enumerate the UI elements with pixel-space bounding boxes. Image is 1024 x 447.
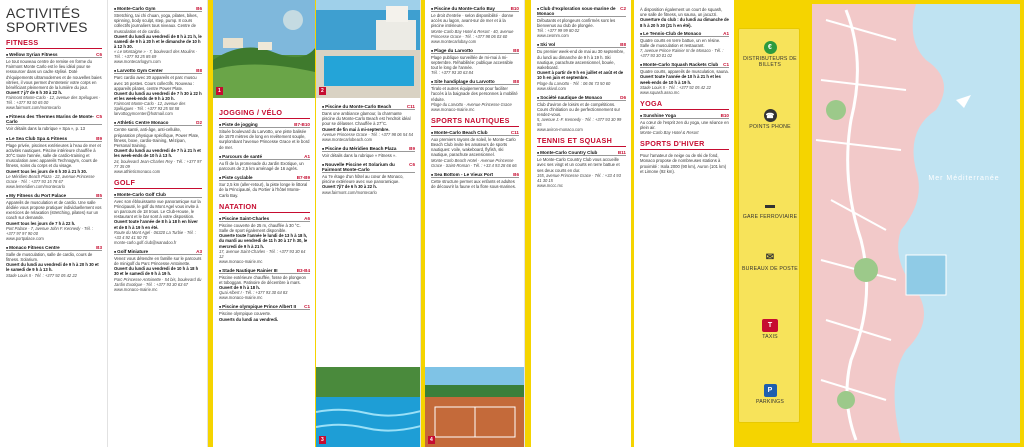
list-item: ■ Plage du Larvotto B8 Plage publique surveillée de mi-mai à mi-septembre. Réhabilitée: publique accessible tout le long de l'année. Tél. : +377 93 30 63 84: [431, 48, 519, 76]
section-sports-nautiques: SPORTS NAUTIQUES: [431, 116, 519, 127]
list-item: ■ Monte-Carlo Squash Rackets Club C1 Quatre courts, appareils de musculation, sauna. Ouvert toute l'année de 10 h à 21 h et les week-ends de 10 h à 19 h. Stade Louis II · Tél. : +377 92 05 42 22 www.squash.asso.mc: [640, 62, 729, 95]
section-sports-hiver: SPORTS D'HIVER: [640, 139, 729, 150]
list-item: ■ Le Tennis-Club de Monaco A1 Quatre courts en terre battue, un en résine. Salle de musculation et restaurant. 7, avenue Prince Rainier III de Monaco · Tél. : +377 93 30 01 02: [640, 31, 729, 58]
legend-item-poste: ✉ BUREAUX DE POSTE: [742, 252, 798, 272]
legend-item-distributeurs: € DISTRIBUTEURS DE BILLETS: [739, 41, 801, 68]
photo-number: 3: [321, 437, 324, 443]
section-fitness: FITNESS: [6, 38, 102, 49]
list-item: ■ Athletic Centre Monaco D2 Centre santé, anti-âge, anti-cellulite, préparation physique spécifique, Power Plate, fitness, boxe, cardio-training, Mézipan, Personal training. Ouvert du lundi au vendredi de 7 h à 21 h et les week-ends de 10 h à 13 h. 24, boulevard Jean-Charles Rey · Tél. : +377 97 77 35 09 www.athleticmonaco.com: [114, 120, 202, 173]
list-item: ■ Golf Miniature A3 Venez vous détendre en famille sur le parcours de minigolf du Parc Princesse Antoinette. Ouvert du lundi au vendredi de 10 h à 18 h 30 et le samedi de 9 h à 19 h. Parc Princesse Antoinette · 54 bis, boulevard du Jardin Exotique · Tél. : +377 93 30 63 67 www.monaco-mairie.mc: [114, 249, 202, 292]
list-item: ■ Monte-Carlo Golf Club Avec son éblouissante vue panoramique sur la Principauté, le golf du Mont Agel vous invite à un parcours de 18 trous. Le Club-House, le restaurant et le bar sont à votre disposition. Ouvert toute l'année de 8 h à 18 h en hiver et de 8 h à 19 h en été. Route du Mont Agel · 06320 La Turbie · Tél. : +33 4 92 41 50 70 monte-carlo.golf.club@wanadoo.fr: [114, 192, 202, 245]
ski-text: Pour l'amateur de neige ou de ski de fond, Monaco propose de nombreuses stations à proximité : Isola 2000 (90 km), Auron (101 km) et Limone (92 km).: [640, 153, 727, 174]
map-port: [906, 255, 946, 295]
map-sea-label: Mer Méditerranée: [928, 175, 1000, 182]
list-item: ■ Site handiplage du Larvotto B8 Tiralo et autres équipements pour faciliter l'accès à la baignade des personnes à mobilité réduite. Plage du Larvotto · Avenue Princesse Grace www.monaco-mairie.mc: [431, 79, 519, 112]
column-fitness: [0, 0, 108, 447]
list-item: ■ Nouvelle Piscine et Solarium du Fairmont Monte-Carlo C6 Au 7e étage d'un hôtel au cœur de Monaco, piscine extérieure avec vue panoramique. Ouvert 7j/7 de 6 h 30 à 22 h. www.fairmont.com/montecarlo: [322, 162, 415, 195]
column-tennis-yoga: [634, 0, 734, 447]
list-item: ■ Monte-Carlo Beach Club C11 Aux premiers rayons de soleil, le Monte-Carlo Beach Club invite les amateurs de sports nautiques: voile, wakeboard, flyfish, ski nautique, parachute ascensionnel. Monte-Carlo Beach Hotel · Avenue Princesse Grace · Saint-Roman · Tél. : +33 4 93 28 66 66: [431, 130, 519, 168]
map-canvas[interactable]: [806, 0, 1024, 447]
photo-swimming-pool-image: [316, 367, 420, 447]
list-item: ■ Le Sea Club Spa & Fitness B9 Plage privée, piscines extérieures à l'eau de mer et activités nautiques. Piscine intérieure chauffée à 30°C toute l'année, salle de cardio-training et musculation avec appareils Technogym, cours de fitness, soins du corps et du visage. Ouvert tous les jours de 6 h 30 à 21 h 30. Le Méridien Beach Plaza · 22, avenue Princesse Grace · Tél. : +377 93 15 78 67 www.lemeridien.com/montecarlo: [6, 136, 102, 189]
photo-tennis-image: [425, 367, 524, 447]
photo-tennis-court: [425, 367, 524, 447]
list-item: ■ Club d'exploration sous-marine de Monaco C2 Débutants et plongeurs confirmés sont les bienvenus au club de plongée. Tél. : +377 99 99 80 02 www.cesmm.com: [537, 6, 626, 38]
list-item: ■ Monte-Carlo Country Club B11 Le Monte-Carlo Country Club vous accueille avec ses vingt et un courts en terre battue et ses deux courts en dur. 155, avenue Princesse Grace · Tél. : +33 4 93 41 30 15 www.mccc.mc: [537, 150, 626, 188]
list-item: ■ My Fitness du Port Palace B5 Appareils de musculation et de cardio. Une salle dédiée vous propose pratiquer individuellement vos exercices de relaxation (stretching, pilates) sur un coach sur demande. Ouvert tous les jours de 7 h à 22 h. Port Palace · 7, avenue John F. Kennedy · Tél. : +377 97 97 90 00 www.portpalace.com: [6, 193, 102, 241]
map-legend: [738, 28, 800, 423]
phone-icon: ☎: [764, 109, 777, 122]
list-item: ■ Piscine du Méridien Beach Plaza B9 Voir détails dans la rubrique « Fitness ».: [322, 146, 415, 158]
list-item: ■ Ski Vol B8 Du premier week-end de mai au 30 septembre, du lundi au dimanche de 9 h à 19 h. Ski nautique, parachute ascensionnel, bouée, wakeboard. Ouvert à partir de 9 h en juillet et août et de 10 h en juin et septembre. Plage du Larvotto · Tél. : 06 06 73 50 60 www.skivol.com: [537, 42, 626, 90]
train-icon: ▬: [765, 200, 775, 211]
list-item: ■ Piscine du Monte-Carlo Beach C11 Dans une ambiance glamour, la charmante piscine du Monte-Carlo Beach est l'endroit idéal pour se délasser. Chauffée à 27°C. Ouvert de fin mai à mi-septembre. Avenue Princesse Grace · Tél. : +377 98 06 54 54 www.montecarlobeach.com: [322, 104, 415, 142]
legend-item-parkings: P PARKINGS: [739, 384, 801, 405]
list-item: ■ Sea Bottom - Le Vieux Port B6 Cette structure permet aux enfants et adultes de découvrir la faune et la flore sous-marines.: [431, 172, 519, 189]
legend-item-gare: ▬ GARE FERROVIAIRE: [742, 200, 798, 220]
list-item: ■ Piste de jogging B7-B10 Située boulevard du Larvotto, une piste balisée de 1570 mètres de long en revêtement souple, surplombant l'avenue Princesse Grace et le bord de mer.: [219, 122, 310, 150]
photo-number: 1: [218, 88, 221, 94]
taxi-icon: T: [762, 319, 778, 332]
list-item: ■ Larvotto Gym Center B8 Parc cardio avec 20 appareils et parc muscu avec 16 postes. Cours collectifs. Nouveau : appareils pilates, centre Power Plate. Ouvert du lundi au vendredi de 7 h 30 à 22 h et les week-ends de 9 h à 20 h. Fairmont Monte-Carlo · 12, avenue des Spélugues · Tél. : +377 93 25 58 58 larvottogymcenter@hotmail.com: [114, 68, 202, 116]
tennis-hours: Ouverture du club : du lundi au dimanche de 8 h à 20 h 30 (21 h en été).: [640, 17, 729, 28]
photo-pool-stadium: [316, 0, 420, 98]
column-plongee-tennis: [531, 0, 631, 447]
parking-icon: P: [764, 384, 777, 397]
list-item: ■ Piste cyclable B7-B9 Sur 2,5 km (aller-retour), la piste longe le littoral de la Principauté, du Portier à l'hôtel Monte-Carlo Bay.: [219, 175, 310, 198]
section-tennis: TENNIS ET SQUASH: [537, 136, 626, 147]
photo-number: 2: [321, 88, 324, 94]
section-yoga: YOGA: [640, 99, 729, 110]
list-item: ■ Sunshine Yoga B10 Au cœur de l'esprit zen du yoga, une séance en plein air. Monte-Carlo Bay Hotel & Resort: [640, 113, 729, 135]
list-item: ■ Piscine du Monte-Carlo Bay B10 Le droit d'entrée · selon disponibilité · donne accès au lagon, avant-sur de mer et à la piscine intérieure. Monte-Carlo Bay Hotel & Resort · 40, avenue Princesse Grace · Tél. : +377 98 06 03 60 www.montecarlobay.com: [431, 6, 519, 44]
legend-item-taxis: T TAXIS: [739, 319, 801, 340]
map-park: [854, 258, 878, 282]
section-golf: GOLF: [114, 178, 202, 189]
list-item: ■ Stade Nautique Rainier III B3-B4 Piscine extérieure chauffée, fosse de plongeon et toboggan. Patinoire de décembre à mars. Ouvert de 9 h à 18 h. Quai Albert I · Tél. : +377 93 30 64 83 www.monaco-mairie.mc: [219, 268, 310, 301]
list-item: ■ Piscine Saint-Charles A6 Piscine couverte de 25 m, chauffée à 30 °C. Salle de sport également disponible. Ouverte toute l'année le lundi de 13 h à 18 h, du mardi au vendredi de 11 h 30 à 17 h 30, le mercredi de 9 h à 21 h. 17, avenue Saint-Charles · Tél. : +377 93 30 64 12 www.monaco-mairie.mc: [219, 216, 310, 264]
map-park: [837, 391, 855, 409]
section-natation: NATATION: [219, 202, 310, 213]
photo-golf-image: [213, 0, 315, 98]
city-map[interactable]: [806, 0, 1024, 447]
column-piscines: [316, 0, 421, 447]
list-item: ■ Monte-Carlo Gym B6 Stretching, tai chi chuan, yoga, pilates, bikes, spinning, body sculpt, step, pump. 8 cours collectifs journaliers tous niveaux. Centre de musculation et de cardio. Ouvert du lundi au vendredi de 8 h à 21 h, le samedi de 9 h à 20 h et le dimanche de 10 h à 12 h 30. « Le Montaigne » · 7, boulevard des Moulins · Tél. : +377 93 25 85 69 www.montecarlogym.com: [114, 6, 202, 64]
column-plages-nautiques: [425, 0, 525, 447]
photo-pool-image: [316, 0, 420, 98]
list-item: ■ Fitness des Thermes Marins de Monte-Carlo C5 Voir détails dans la rubrique « Spa », p. 13: [6, 114, 102, 131]
banknote-icon: €: [764, 41, 777, 54]
list-item: ■ Monaco Fitness Centre B3 Salle de musculation, salle de cardio, cours de fitness. Solarium. Ouvert du lundi au vendredi de 9 h à 20 h 30 et le samedi de 9 h à 13 h. Stade Louis II · Tél. : +377 92 05 42 22: [6, 245, 102, 278]
list-item: ■ Piscine olympique Prince Albert II C1 Piscine olympique couverte. Ouverts du lundi au vendredi.: [219, 304, 310, 321]
tennis-intro: À disposition également un court de squash, une salle de fitness, un sauna, un jacuzzi.: [640, 7, 723, 18]
photo-golf-view: [213, 0, 315, 98]
photo-number: 4: [430, 437, 433, 443]
mail-icon: ✉: [765, 252, 775, 263]
map-park: [826, 100, 846, 120]
list-item: ■ Société nautique de Monaco D6 Club d'aviron de loisirs et de compétitions. Cours d'initiation ou de perfectionnement sur rendez-vous. 5, avenue J.-F. Kennedy · Tél. : +377 93 30 99 55 www.aviron-monaco.com: [537, 95, 626, 133]
list-item: ■ Wellow Syrian Fitness C6 Le tout nouveau centre de remise en forme du Fairmont Monte Carlo est le lieu idéal pour se ressourcer dans un cadre stylisé. Doté d'équipements ultramodernes et de nouvelles baies vitrées, il vous permet d'entretenir votre corps en bénéficiant pleinement de la lumière du jour. Ouvert 7 j/7 de 6 h 30 à 22 h. Fairmont Monte-Carlo · 12, avenue des Spélugues · Tél. : +377 93 50 65 00 www.fairmont.com/montecarlo: [6, 52, 102, 110]
column-jogging-natation: [213, 0, 315, 447]
section-jogging: JOGGING / VÉLO: [219, 108, 310, 119]
legend-item-points-phone: ☎ POINTS PHONE: [739, 109, 801, 130]
column-gyms-golf: [108, 0, 208, 447]
page-title: ACTIVITÉS SPORTIVES: [6, 5, 88, 35]
photo-swimming-pool: [316, 367, 420, 447]
list-item: ■ Parcours de santé A1 Au fil de la promenade du Jardin Exotique, un parcours de 2,5 km aménagé de 16 agrès.: [219, 154, 310, 171]
